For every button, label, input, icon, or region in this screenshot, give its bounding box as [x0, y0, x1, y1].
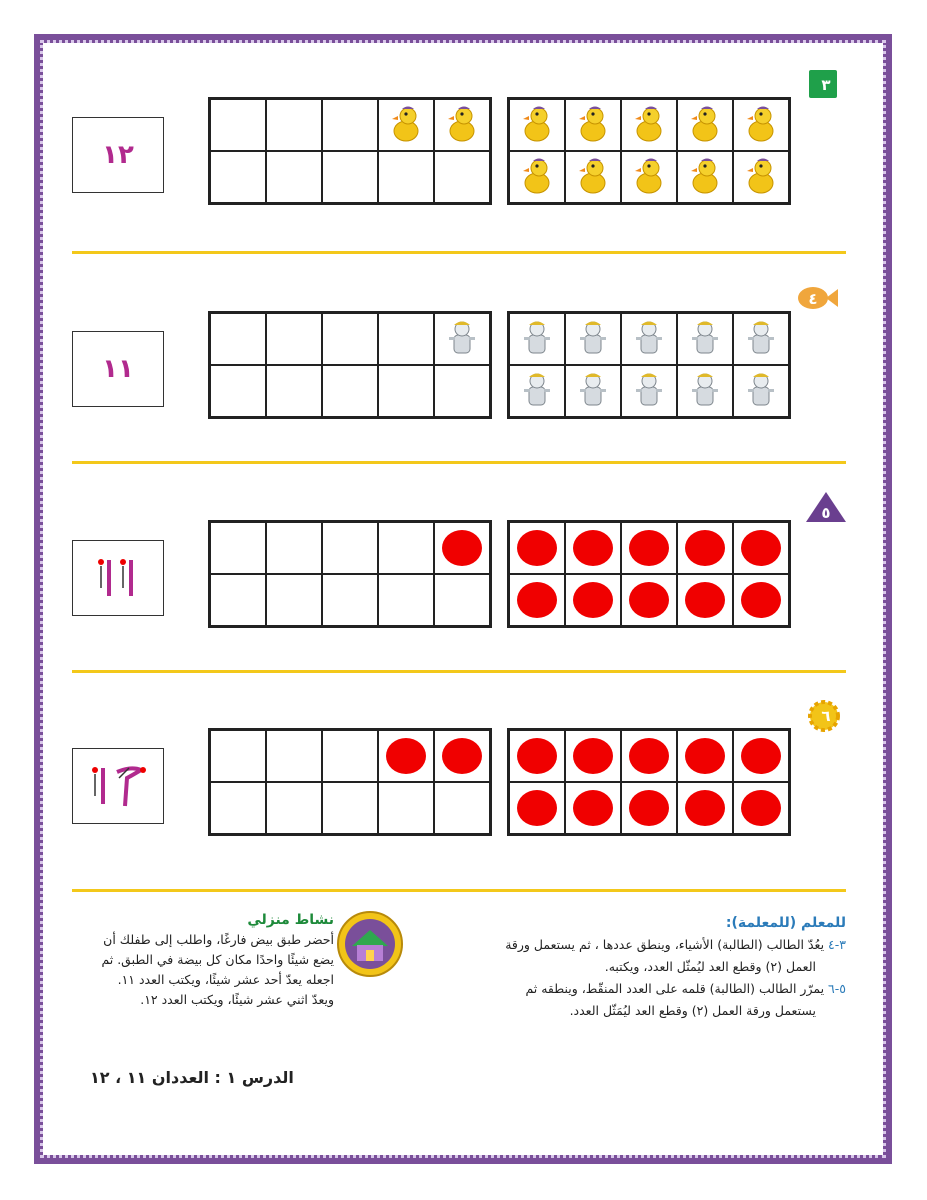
- exercise-number: ٥: [821, 504, 831, 522]
- teacher-notes-title: للمعلم (للمعلمة):: [725, 915, 846, 931]
- frame-cell[interactable]: [378, 522, 434, 574]
- home-icon: [336, 910, 404, 978]
- red-counter: [517, 790, 557, 826]
- duck-icon: [631, 155, 667, 199]
- frame-cell[interactable]: [621, 151, 677, 203]
- frame-cell[interactable]: [322, 782, 378, 834]
- red-counter: [629, 530, 669, 566]
- frame-cell[interactable]: [378, 782, 434, 834]
- frame-cell[interactable]: [266, 313, 322, 365]
- exercise-number-badge: [806, 67, 846, 103]
- frame-cell[interactable]: [677, 782, 733, 834]
- home-line: ويعدّ اثني عشر شيئًا، ويكتب العدد ١٢.: [140, 992, 334, 1007]
- frame-cell[interactable]: [322, 730, 378, 782]
- divider: [72, 889, 846, 892]
- ten-frame-partial: [208, 97, 492, 205]
- frame-cell[interactable]: [266, 365, 322, 417]
- duck-icon: [631, 103, 667, 147]
- red-counter: [442, 530, 482, 566]
- note-1: [440, 934, 846, 956]
- frame-cell[interactable]: [565, 730, 621, 782]
- frame-cell[interactable]: [621, 522, 677, 574]
- red-counter: [517, 582, 557, 618]
- frame-cell[interactable]: [733, 782, 789, 834]
- red-counter: [442, 738, 482, 774]
- duck-icon: [519, 155, 555, 199]
- red-counter: [629, 582, 669, 618]
- red-counter: [629, 790, 669, 826]
- frame-cell[interactable]: [210, 151, 266, 203]
- exercise-number-badge: [806, 490, 846, 526]
- duck-icon: [388, 103, 424, 147]
- home-activity-title: نشاط منزلي: [247, 912, 334, 928]
- red-counter: [685, 738, 725, 774]
- doll-icon: [743, 317, 779, 361]
- frame-cell[interactable]: [378, 574, 434, 626]
- frame-cell[interactable]: [733, 574, 789, 626]
- red-counter: [741, 582, 781, 618]
- duck-icon: [519, 103, 555, 147]
- doll-icon: [743, 369, 779, 413]
- frame-cell[interactable]: [677, 99, 733, 151]
- red-counter: [741, 738, 781, 774]
- divider: [72, 251, 846, 254]
- red-counter: [685, 790, 725, 826]
- home-line: يضع شيئًا واحدًا مكان كل بيضة في الطبق. ثم: [101, 952, 334, 967]
- frame-cell[interactable]: [266, 730, 322, 782]
- frame-cell[interactable]: [621, 99, 677, 151]
- frame-cell[interactable]: [733, 522, 789, 574]
- note-2-number: ٥-٦: [828, 981, 846, 996]
- frame-cell[interactable]: [434, 782, 490, 834]
- frame-cell[interactable]: [677, 730, 733, 782]
- home-activity: [72, 910, 334, 1010]
- frame-cell[interactable]: [565, 574, 621, 626]
- frame-cell[interactable]: [621, 574, 677, 626]
- ten-frame-partial: [208, 520, 492, 628]
- doll-icon: [575, 369, 611, 413]
- frame-cell[interactable]: [565, 782, 621, 834]
- red-counter: [685, 530, 725, 566]
- frame-cell[interactable]: [509, 730, 565, 782]
- frame-cell[interactable]: [210, 313, 266, 365]
- frame-cell[interactable]: [378, 99, 434, 151]
- answer-box[interactable]: [72, 748, 164, 824]
- answer-number: ١٢: [102, 140, 134, 170]
- frame-cell[interactable]: [322, 574, 378, 626]
- answer-box[interactable]: [72, 540, 164, 616]
- frame-cell[interactable]: [677, 574, 733, 626]
- frame-cell[interactable]: [509, 574, 565, 626]
- frame-cell[interactable]: [210, 522, 266, 574]
- divider: [72, 670, 846, 673]
- doll-icon: [575, 317, 611, 361]
- frame-cell[interactable]: [565, 313, 621, 365]
- frame-cell[interactable]: [322, 99, 378, 151]
- frame-cell[interactable]: [509, 313, 565, 365]
- frame-cell[interactable]: [210, 782, 266, 834]
- doll-icon: [444, 317, 480, 361]
- frame-cell[interactable]: [565, 99, 621, 151]
- frame-cell[interactable]: [266, 574, 322, 626]
- red-counter: [573, 738, 613, 774]
- frame-cell[interactable]: [322, 151, 378, 203]
- frame-cell[interactable]: [378, 151, 434, 203]
- frame-cell[interactable]: [378, 730, 434, 782]
- frame-cell[interactable]: [266, 151, 322, 203]
- duck-icon: [743, 155, 779, 199]
- ten-frame-full: [507, 728, 791, 836]
- frame-cell[interactable]: [434, 574, 490, 626]
- doll-icon: [687, 369, 723, 413]
- duck-icon: [743, 103, 779, 147]
- frame-cell[interactable]: [434, 151, 490, 203]
- frame-cell[interactable]: [210, 730, 266, 782]
- note-2-line2: يستعمل ورقة العمل (٢) وقطع العد ليُمَثّل العدد.: [569, 1003, 816, 1018]
- frame-cell[interactable]: [509, 151, 565, 203]
- ten-frame-partial: [208, 728, 492, 836]
- doll-icon: [631, 317, 667, 361]
- frame-cell[interactable]: [266, 522, 322, 574]
- frame-cell[interactable]: [434, 522, 490, 574]
- red-counter: [741, 530, 781, 566]
- frame-cell[interactable]: [509, 99, 565, 151]
- doll-icon: [687, 317, 723, 361]
- exercise-number-badge: [806, 698, 846, 734]
- doll-icon: [519, 317, 555, 361]
- duck-icon: [575, 155, 611, 199]
- red-counter: [573, 790, 613, 826]
- red-counter: [517, 530, 557, 566]
- frame-cell[interactable]: [621, 782, 677, 834]
- ten-frame-full: [507, 520, 791, 628]
- note-2: [440, 978, 846, 1000]
- doll-icon: [631, 369, 667, 413]
- exercise-number: ٦: [821, 707, 831, 725]
- duck-icon: [444, 103, 480, 147]
- frame-cell[interactable]: [266, 99, 322, 151]
- frame-cell[interactable]: [266, 782, 322, 834]
- duck-icon: [687, 103, 723, 147]
- frame-cell[interactable]: [733, 365, 789, 417]
- frame-cell[interactable]: [677, 151, 733, 203]
- frame-cell[interactable]: [509, 522, 565, 574]
- home-line: أحضر طبق بيض فارغًا، واطلب إلى طفلك أن: [103, 932, 334, 947]
- exercise-number-badge: [796, 281, 840, 317]
- frame-cell[interactable]: [565, 151, 621, 203]
- frame-cell[interactable]: [210, 574, 266, 626]
- answer-box[interactable]: [72, 331, 164, 407]
- frame-cell[interactable]: [733, 151, 789, 203]
- frame-cell[interactable]: [677, 522, 733, 574]
- exercise-number: ٣: [821, 76, 831, 94]
- doll-icon: [519, 369, 555, 413]
- red-counter: [685, 582, 725, 618]
- red-counter: [573, 530, 613, 566]
- red-counter: [741, 790, 781, 826]
- answer-box[interactable]: [72, 117, 164, 193]
- frame-cell[interactable]: [322, 522, 378, 574]
- frame-cell[interactable]: [733, 313, 789, 365]
- frame-cell[interactable]: [378, 313, 434, 365]
- frame-cell[interactable]: [322, 313, 378, 365]
- frame-cell[interactable]: [621, 313, 677, 365]
- frame-cell[interactable]: [434, 365, 490, 417]
- ten-frame-partial: [208, 311, 492, 419]
- red-counter: [517, 738, 557, 774]
- frame-cell[interactable]: [434, 313, 490, 365]
- frame-cell[interactable]: [621, 365, 677, 417]
- teacher-notes: [440, 912, 846, 1022]
- red-counter: [629, 738, 669, 774]
- answer-number: ١١: [102, 354, 134, 384]
- duck-icon: [687, 155, 723, 199]
- note-1-number: ٣-٤: [828, 937, 846, 952]
- duck-icon: [575, 103, 611, 147]
- frame-cell[interactable]: [509, 782, 565, 834]
- frame-cell[interactable]: [434, 730, 490, 782]
- red-counter: [386, 738, 426, 774]
- frame-cell[interactable]: [210, 99, 266, 151]
- frame-cell[interactable]: [733, 730, 789, 782]
- frame-cell[interactable]: [621, 730, 677, 782]
- frame-cell[interactable]: [210, 365, 266, 417]
- frame-cell[interactable]: [509, 365, 565, 417]
- frame-cell[interactable]: [322, 365, 378, 417]
- frame-cell[interactable]: [733, 99, 789, 151]
- divider: [72, 461, 846, 464]
- frame-cell[interactable]: [677, 313, 733, 365]
- lesson-footer: الدرس ١ : العددان ١١ ، ١٢: [90, 1068, 294, 1087]
- note-1-line2: العمل (٢) وقطع العد ليُمثّل العدد، ويكتبه.: [604, 959, 816, 974]
- frame-cell[interactable]: [677, 365, 733, 417]
- home-line: اجعله يعدّ أحد عشر شيئًا، ويكتب العدد ١١.: [117, 972, 334, 987]
- exercise-number: ٤: [808, 290, 818, 308]
- frame-cell[interactable]: [434, 99, 490, 151]
- frame-cell[interactable]: [378, 365, 434, 417]
- frame-cell[interactable]: [565, 522, 621, 574]
- note-2-line1: يمرّر الطالب (الطالبة) قلمه على العدد المنقّط، وينطقه ثم: [525, 981, 825, 996]
- note-1-line1: يعُدّ الطالب (الطالبة) الأشياء، وينطق عددها ، ثم يستعمل ورقة: [505, 937, 825, 952]
- frame-cell[interactable]: [565, 365, 621, 417]
- red-counter: [573, 582, 613, 618]
- ten-frame-full: [507, 311, 791, 419]
- ten-frame-full: [507, 97, 791, 205]
